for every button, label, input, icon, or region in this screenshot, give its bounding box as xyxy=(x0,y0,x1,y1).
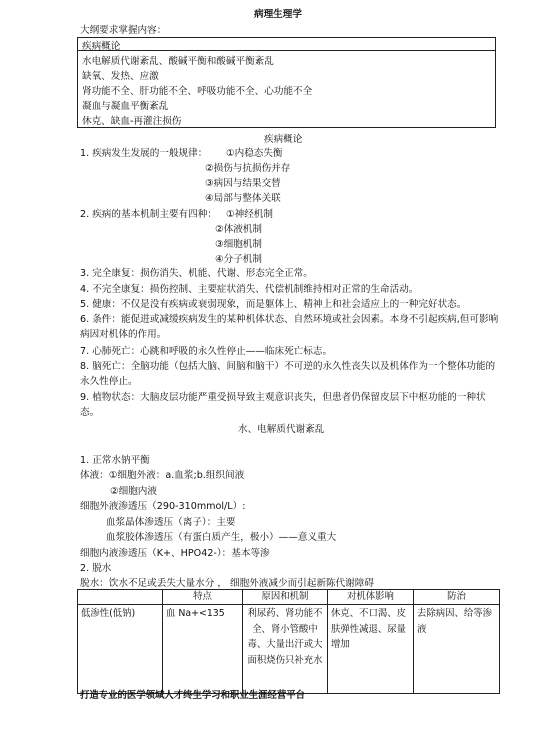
item8: 8. 脑死亡：全脑功能（包括大脑、间脑和脑干）不可逆的永久性丧失以及机体作为一个整体功能的永久性停止。 xyxy=(80,361,496,387)
item1-head: 1. 疾病发生发展的一般规律： xyxy=(80,148,208,159)
outline-item: 凝血与凝血平衡紊乱 xyxy=(82,101,169,112)
item2-point: ①神经机制 xyxy=(226,209,273,220)
item1-point: ③病因与结果交替 xyxy=(205,178,281,189)
item9: 9. 植物状态：大脑皮层功能严重受损导致主观意识丧失，但患者仍保留皮层下中枢功能的一种状态。 xyxy=(80,392,486,418)
item2-point: ③细胞机制 xyxy=(215,239,262,250)
table-header xyxy=(78,590,163,605)
table-header: 原因和机制 xyxy=(243,590,328,605)
dehydration-table xyxy=(77,589,500,694)
table-cell: 低渗性(低钠) xyxy=(78,605,163,694)
outline-item: 肾功能不全、肝功能不全、呼吸功能不全、心功能不全 xyxy=(82,86,313,97)
table-cell: 去除病因、给等渗液 xyxy=(414,605,500,694)
subheading: 2. 脱水 xyxy=(80,563,112,574)
outline-item: 水电解质代谢紊乱、酸碱平衡和酸碱平衡紊乱 xyxy=(82,56,274,67)
item2-point: ④分子机制 xyxy=(215,254,262,265)
item6: 6. 条件：能促进或减缓疾病发生的某种机体状态、自然环境或社会因素。本身不引起疾病,但可影响病因对机体的作用。 xyxy=(80,314,499,340)
outline-item: 休克、缺血-再灌注损伤 xyxy=(82,116,182,127)
section-heading: 疾病概论 xyxy=(264,134,303,145)
item1-point: ④局部与整体关联 xyxy=(205,193,281,204)
subheading: 1. 正常水钠平衡 xyxy=(80,455,150,466)
crystal-osmotic: 血浆晶体渗透压（离子）：主要 xyxy=(106,517,236,528)
item7: 7. 心肺死亡：心跳和呼吸的永久性停止——临床死亡标志。 xyxy=(80,346,333,357)
footer-slogan: 打造专业的医学领域人才终生学习和职业生涯经营平台 xyxy=(80,690,306,701)
item2-head: 2. 疾病的基本机制主要有四种： xyxy=(80,209,217,220)
table-cell: 血 Na+<135 xyxy=(163,605,243,694)
item1-point: ①内稳态失衡 xyxy=(226,148,283,159)
outline-item: 疾病概论 xyxy=(82,41,121,52)
section-heading: 水、电解质代谢紊乱 xyxy=(238,424,325,435)
item4: 4. 不完全康复：损伤控制、主要症状消失、代偿机制维持相对正常的生命活动。 xyxy=(80,284,419,295)
table-row xyxy=(78,605,500,694)
body-fluid: 体液：①细胞外液：a.血浆;b.组织间液 xyxy=(80,470,245,481)
outline-box xyxy=(77,37,496,128)
table-header-row xyxy=(78,590,500,605)
ecf-osmotic: 细胞外液渗透压（290-310mmol/L）: xyxy=(80,501,246,512)
item5: 5. 健康：不仅是没有疾病或衰弱现象，而是躯体上、精神上和社会适应上的一种完好状态。 xyxy=(80,299,467,310)
item2-point: ②体液机制 xyxy=(215,224,262,235)
dehydration-def: 脱水：饮水不足或丢失大量水分 ， 细胞外液减少而引起新陈代谢障碍 xyxy=(80,578,374,589)
outline-divider xyxy=(78,50,495,51)
icf-osmotic: 细胞内液渗透压（K+、HPO42-）：基本等渗 xyxy=(80,548,270,559)
colloid-osmotic: 血浆胶体渗透压（有蛋白质产生，极小）——意义重大 xyxy=(106,532,337,543)
table-header: 对机体影响 xyxy=(328,590,414,605)
table-header: 防治 xyxy=(414,590,500,605)
table-cell: 休克、不口渴、皮肤弹性减退、尿量增加 xyxy=(328,605,414,694)
item1-point: ②损伤与抗损伤并存 xyxy=(205,163,291,174)
outline-intro: 大纲要求掌握内容： xyxy=(80,25,167,36)
outline-item: 缺氧、发热、应激 xyxy=(82,71,159,82)
table-header: 特点 xyxy=(163,590,243,605)
body-fluid-2: ②细胞内液 xyxy=(110,486,157,497)
page-title: 病理生理学 xyxy=(254,9,302,20)
table-cell: 利尿药、肾功能不全、肾小管酸中毒、大量出汗或大面积烧伤只补充水 xyxy=(243,605,328,694)
item3: 3. 完全康复：损伤消失、机能、代谢、形态完全正常。 xyxy=(80,268,313,279)
